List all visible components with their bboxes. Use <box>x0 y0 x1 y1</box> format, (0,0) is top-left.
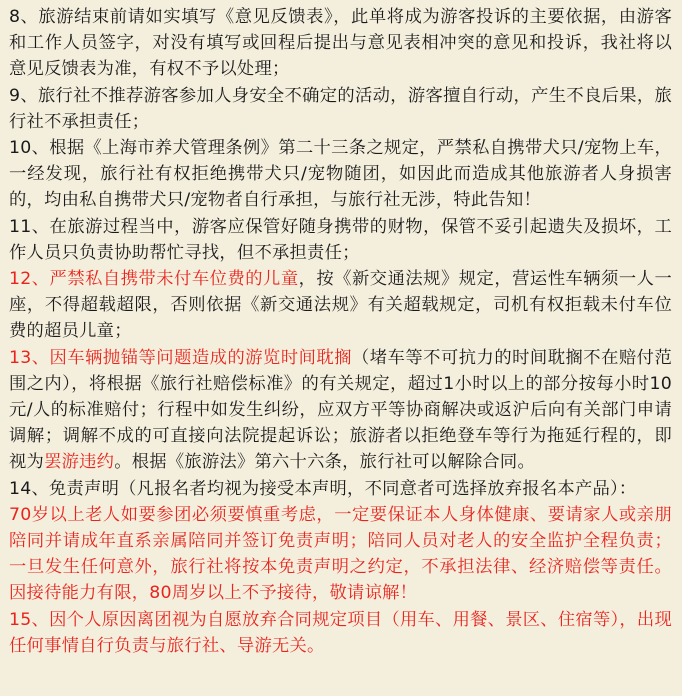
clause-13-text-1: （堵车等不可抗力的时间耽搁不在赔付范围之内），将根据《旅行社赔偿标准》的有关规定，超过1小时以上的部分按每小时10元/人的标准赔付；行程中如发生纠纷，应双方平等协商解决或返沪后向有关部门申请调解；调解不成的可直接向法院提起诉讼；旅游者以拒绝登车等行为拖延行程的，即视为 <box>9 347 672 473</box>
clause-15 <box>9 607 672 659</box>
clause-13-highlight: 因车辆抛锚等问题造成的游览时间耽搁 <box>49 347 352 368</box>
clause-8 <box>9 4 672 83</box>
clause-13-text-2: 。根据《旅游法》第六十六条，旅行社可以解除合同。 <box>114 452 535 473</box>
clause-13 <box>9 345 672 476</box>
clause-14-warning <box>9 502 672 607</box>
clause-9-text: 9、旅行社不推荐游客参加人身安全不确定的活动，游客擅自行动，产生不良后果，旅行社不承担责任； <box>9 85 672 132</box>
clause-14-warning-text: 70岁以上老人如要参团必须要慎重考虑，一定要保证本人身体健康、要请家人或亲朋陪同并请成年直系亲属陪同并签订免责声明；陪同人员对老人的安全监护全程负责；一旦发生任何意外，旅行社将按本免责声明之约定，不承担法律、经济赔偿等责任。因接待能力有限，80周岁以上不予接待，敬请谅解！ <box>9 504 672 604</box>
clause-12-number: 12、 <box>9 269 50 290</box>
clause-14-title <box>9 476 672 502</box>
clause-11-text: 11、在旅游过程当中，游客应保管好随身携带的财物，保管不妥引起遗失及损坏，工作人员只负责协助帮忙寻找，但不承担责任； <box>9 216 672 263</box>
clause-14-title-text: 14、免责声明（凡报名者均视为接受本声明，不同意者可选择放弃报名本产品）： <box>9 478 637 499</box>
clause-15-text: 因个人原因离团视为自愿放弃合同规定项目（用车、用餐、景区、住宿等），出现任何事情自行负责与旅行社、导游无关。 <box>9 609 673 656</box>
clause-12-text: ，按《新交通法规》规定，营运性车辆须一人一座，不得超载超限，否则依据《新交通法规》有关超载规定，司机有权拒载未付车位费的超员儿童； <box>9 269 672 342</box>
clause-11 <box>9 214 672 266</box>
clause-12 <box>9 266 672 345</box>
clause-10-text: 10、根据《上海市养犬管理条例》第二十三条之规定，严禁私自携带犬只/宠物上车，一经发现，旅行社有权拒绝携带犬只/宠物随团，如因此而造成其他旅游者人身损害的，均由私自携带犬只/宠物者自行承担，与旅行社无涉，特此告知！ <box>9 138 672 211</box>
clause-8-text: 8、旅游结束前请如实填写《意见反馈表》，此单将成为游客投诉的主要依据，由游客和工作人员签字，对没有填写或回程后提出与意见表相冲突的意见和投诉，我社将以意见反馈表为准，有权不予以处理； <box>9 7 672 80</box>
clause-13-number: 13、 <box>9 347 50 368</box>
clause-15-number: 15、 <box>9 609 50 630</box>
clause-9 <box>9 83 672 135</box>
clause-13-highlight-2: 罢游违约 <box>44 452 115 473</box>
clause-10 <box>9 135 672 214</box>
clause-12-highlight: 严禁私自携带未付车位费的儿童 <box>49 269 299 290</box>
